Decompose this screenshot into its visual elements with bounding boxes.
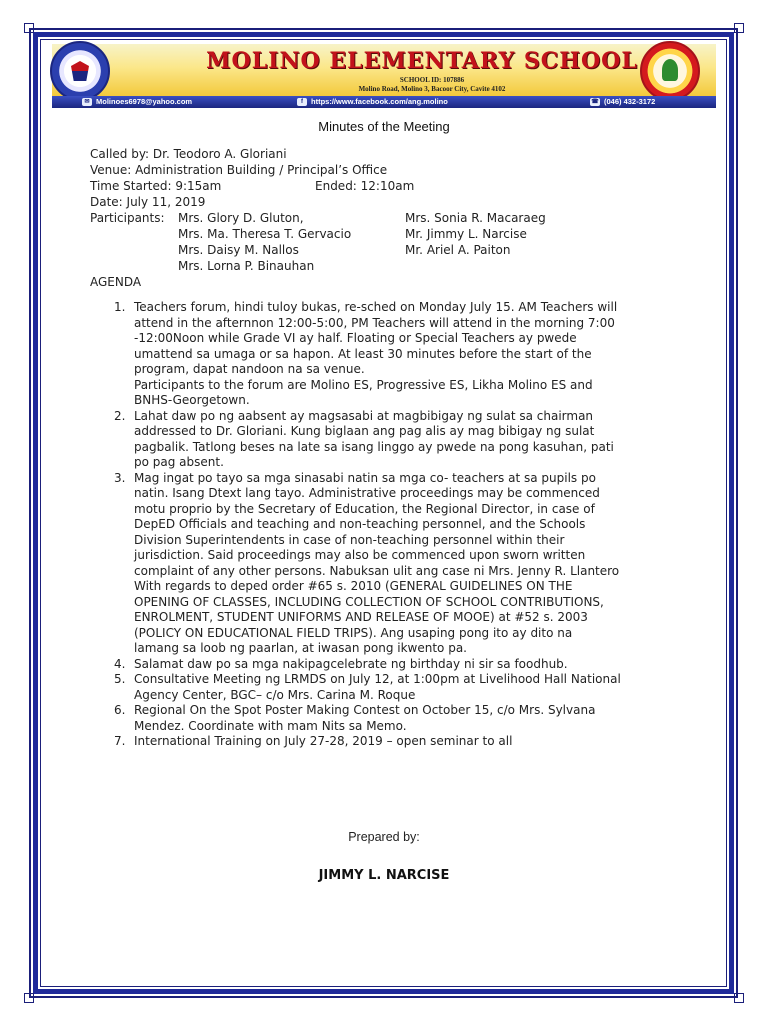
border-corner-ornament [24, 993, 34, 1003]
phone-text: (046) 432-3172 [604, 97, 656, 106]
agenda-list [90, 300, 715, 750]
agenda-line: Salamat daw po sa mga nakipagcelebrate ng birthday ni sir sa foodhub. [134, 656, 568, 671]
agenda-line: International Training on July 27-28, 2019 – open seminar to all [134, 734, 513, 748]
agenda-number: 3. [114, 470, 126, 485]
email-icon: ✉ [82, 98, 92, 106]
agenda-line: BNHS-Georgetown. [134, 393, 250, 407]
agenda-line: Regional On the Spot Poster Making Contest on October 15, c/o Mrs. Sylvana [134, 703, 596, 717]
agenda-number: 5. [114, 672, 126, 686]
agenda-line: umattend sa umaga or sa hapon. At least 30 minutes before the start of the [134, 346, 592, 361]
called-by: Called by: Dr. Teodoro A. Gloriani [90, 147, 287, 161]
email-text: Molinoes6978@yahoo.com [96, 97, 193, 106]
agenda-number: 2. [114, 408, 126, 423]
participants-label: Participants: [90, 211, 165, 225]
time-ended: Ended: 12:10am [315, 179, 415, 193]
school-id: SCHOOL ID: 107886 [399, 76, 465, 84]
agenda-line: natin. Isang Dtext lang tayo. Administrative proceedings may be commenced [134, 486, 600, 500]
agenda-line: complaint of any other persons. Nabuksan ulit ang case ni Mrs. Jenny R. Llantero [134, 563, 620, 578]
agenda-line: Lahat daw po ng aabsent ay magsasabi at magbibigay ng sulat sa chairman [134, 408, 594, 423]
agenda-item [90, 703, 715, 734]
agenda-line: DepED Officials and teaching and non-teaching personnel, and the Schools [134, 517, 586, 531]
participant: Mr. Jimmy L. Narcise [405, 227, 527, 241]
deped-seal-logo [50, 41, 110, 101]
agenda-line: With regards to deped order #65 s. 2010 (GENERAL GUIDELINES ON THE [134, 579, 573, 593]
agenda-item [90, 471, 715, 657]
agenda-line: attend in the afternnon 12:00-5:00, PM Teachers will attend in the morning 7:00 [134, 315, 615, 330]
agenda-item [90, 300, 715, 409]
agenda-line: lamang sa loob ng paarlan, at iwasan pong ikwento pa. [134, 641, 467, 655]
agenda-line: po pag absent. [134, 455, 224, 469]
participant: Mrs. Ma. Theresa T. Gervacio [178, 227, 352, 241]
agenda-line: Mendez. Coordinate with mam Nits sa Memo. [134, 718, 407, 733]
agenda-line: motu proprio by the Secretary of Education, the Regional Director, in case of [134, 501, 595, 516]
agenda-number: 7. [114, 734, 126, 748]
school-name: MOLINO ELEMENTARY SCHOOL [206, 48, 638, 74]
participant: Mr. Ariel A. Paiton [405, 243, 511, 257]
agenda-item [90, 672, 715, 703]
venue: Venue: Administration Building / Principal’s Office [90, 163, 388, 177]
facebook-text: https://www.facebook.com/ang.molino [311, 97, 448, 106]
school-address: Molino Road, Molino 3, Bacoor City, Cavite 4102 [358, 85, 506, 93]
agenda-line: jurisdiction. Said proceedings may also be commenced upon sworn written [134, 548, 586, 562]
contact-facebook [297, 96, 448, 108]
agenda-line: pagbalik. Tatlong beses na late sa isang linggo ay pwede na pong kasuhan, pati [134, 439, 614, 454]
border-corner-ornament [24, 23, 34, 33]
agenda-line: Mag ingat po tayo sa mga sinasabi natin sa mga co- teachers at sa pupils po [134, 470, 596, 485]
agenda-number: 6. [114, 703, 126, 717]
agenda-line: -12:00Noon while Grade VI ay half. Floating or Special Teachers ay pwede [134, 331, 577, 345]
participant: Mrs. Sonia R. Macaraeg [405, 211, 546, 225]
contact-email [82, 96, 192, 108]
agenda-line: addressed to Dr. Gloriani. Kung biglaan ang pag alis ay mag bibigay ng sulat [134, 424, 595, 438]
school-header-banner [52, 44, 716, 98]
signatory-name: JIMMY L. NARCISE [318, 868, 450, 883]
prepared-by-label: Prepared by: [348, 830, 420, 844]
school-seal-logo [640, 41, 700, 101]
border-corner-ornament [734, 23, 744, 33]
facebook-icon: f [297, 98, 307, 106]
participant: Mrs. Daisy M. Nallos [178, 243, 299, 257]
agenda-number: 4. [114, 656, 126, 671]
contact-bar [52, 96, 716, 108]
agenda-item [90, 734, 715, 750]
agenda-line: Teachers forum, hindi tuloy bukas, re-sched on Monday July 15. AM Teachers will [134, 300, 618, 314]
border-corner-ornament [734, 993, 744, 1003]
phone-icon: ☎ [591, 99, 599, 105]
agenda-line: ENROLMENT, STUDENT UNIFORMS AND RELEASE OF MOOE) at #52 s. 2003 [134, 610, 588, 624]
agenda-number: 1. [114, 300, 126, 314]
agenda-item [90, 409, 715, 471]
agenda-line: program, dapat nandoon na sa venue. [134, 362, 365, 376]
agenda-line: (POLICY ON EDUCATIONAL FIELD TRIPS). Ang usaping pong ito ay dito na [134, 625, 573, 640]
contact-phone [590, 96, 655, 108]
agenda-line: Division Superintendents in case of non-teaching personnel within their [134, 532, 565, 547]
agenda-line: Agency Center, BGC– c/o Mrs. Carina M. Roque [134, 687, 416, 702]
agenda-item [90, 657, 715, 673]
agenda-line: OPENING OF CLASSES, INCLUDING COLLECTION OF SCHOOL CONTRIBUTIONS, [134, 594, 604, 609]
agenda-heading: AGENDA [90, 275, 142, 289]
participant: Mrs. Lorna P. Binauhan [178, 259, 315, 273]
time-started: Time Started: 9:15am [90, 179, 222, 193]
agenda-line: Consultative Meeting ng LRMDS on July 12, at 1:00pm at Livelihood Hall National [134, 672, 621, 686]
participant: Mrs. Glory D. Gluton, [178, 211, 304, 225]
document-title: Minutes of the Meeting [318, 119, 450, 134]
agenda-line: Participants to the forum are Molino ES, Progressive ES, Likha Molino ES and [134, 377, 593, 392]
meeting-date: Date: July 11, 2019 [90, 195, 206, 209]
